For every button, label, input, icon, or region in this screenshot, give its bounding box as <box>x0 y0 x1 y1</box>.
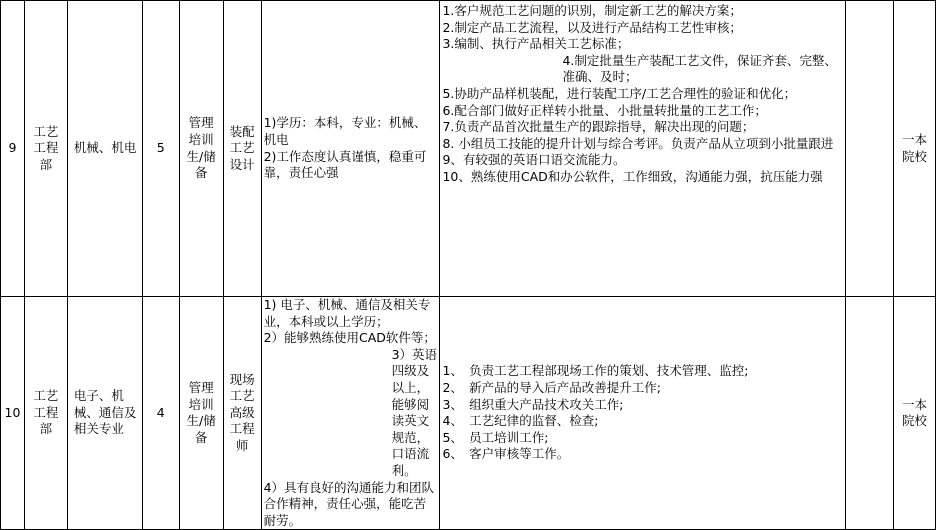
requirement-item: 1)学历：本科，专业：机械、机电 <box>263 115 427 147</box>
duty-item: 4、 工艺纪律的监督、检查; <box>442 413 599 429</box>
duty-item: 1、 负责工艺工程部现场工作的策划、技术管理、监控; <box>442 363 749 379</box>
duties-cell <box>440 297 846 530</box>
requirement-item: 1) 电子、机械、通信及相关专业，本科或以上学历； <box>263 297 431 329</box>
requirements-cell <box>261 297 440 530</box>
duty-item: 6.配合部门做好正样转小批量、小批量转批量的工艺工作； <box>442 102 767 118</box>
table-row <box>1 1 936 297</box>
requirement-item: 3）英语四级及以上，能够阅读英文规范，口语流利。 <box>391 346 438 478</box>
category-cell: 管理培训生/储备 <box>179 1 223 297</box>
department-cell: 工艺工程部 <box>24 1 67 297</box>
row-number: 10 <box>1 297 25 530</box>
position-cell: 装配工艺设计 <box>223 1 261 297</box>
headcount-cell: 5 <box>142 1 179 297</box>
duty-item: 1.客户规范工艺问题的识别，制定新工艺的解决方案； <box>442 3 742 18</box>
school-cell: 一本院校 <box>894 1 936 297</box>
duty-item: 5、 员工培训工作; <box>442 429 549 445</box>
duty-item: 8. 小组员工技能的提升计划与综合考评。负责产品从立项到小批量跟进 <box>442 135 834 151</box>
duty-item: 10、熟练使用CAD和办公软件，工作细致，沟通能力强，抗压能力强 <box>442 168 823 184</box>
requirements-cell <box>261 1 440 297</box>
remark-cell <box>846 1 894 297</box>
duty-item: 2、 新产品的导入后产品改善提升工作; <box>442 379 661 395</box>
duty-item: 9、有较强的英语口语交流能力。 <box>442 152 626 168</box>
headcount-cell: 4 <box>142 297 179 530</box>
duty-item: 5.协助产品样机装配，进行装配工序/工艺合理性的验证和优化； <box>442 85 797 101</box>
category-cell: 管理培训生/储备 <box>179 297 223 530</box>
duty-item: 3、 组织重大产品技术攻关工作; <box>442 396 624 412</box>
duty-item: 6、 客户审核等工作。 <box>442 446 570 462</box>
duty-item: 4.制定批量生产装配工艺文件，保证齐套、完整、准确、及时； <box>562 52 837 85</box>
requirement-item: 2）能够熟练使用CAD软件等； <box>263 330 436 346</box>
duty-item: 3.编制、执行产品相关工艺标准； <box>442 36 630 52</box>
duty-item: 7.负责产品首次批量生产的跟踪指导，解决出现的问题； <box>442 119 755 135</box>
department-cell: 工艺工程部 <box>24 297 67 530</box>
table-row <box>1 297 936 530</box>
row-number: 9 <box>1 1 25 297</box>
major-cell: 电子、机械、通信及相关专业 <box>67 297 142 530</box>
requirement-item: 2)工作态度认真谨慎，稳重可靠，责任心强 <box>263 148 427 181</box>
major-cell: 机械、机电 <box>67 1 142 297</box>
school-cell: 一本院校 <box>894 297 936 530</box>
duties-cell <box>440 1 846 297</box>
requirement-item: 4）具有良好的沟通能力和团队合作精神，责任心强，能吃苦耐劳。 <box>263 479 435 528</box>
position-cell: 现场工艺高级工程师 <box>223 297 261 530</box>
duty-item: 2.制定产品工艺流程，以及进行产品结构工艺性审核； <box>442 19 742 35</box>
remark-cell <box>846 297 894 530</box>
